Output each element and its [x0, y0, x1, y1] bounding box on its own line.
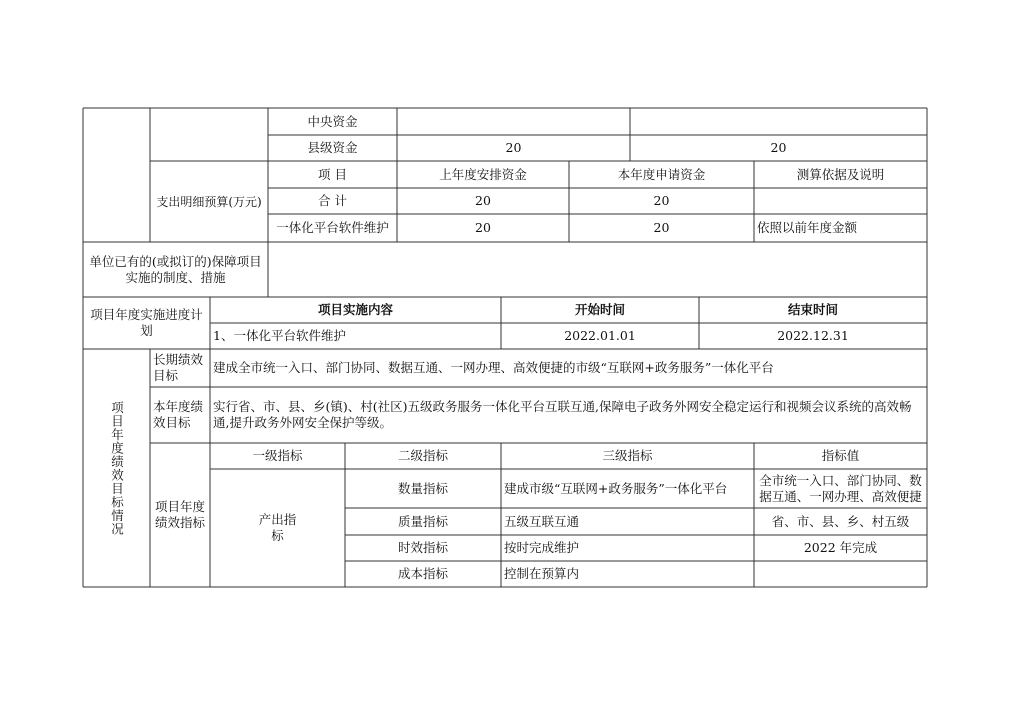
indicator-timeliness-level3: 按时完成维护	[504, 540, 580, 555]
schedule-row-start: 2022.01.01	[564, 328, 636, 343]
budget-header-curr: 本年度申请资金	[617, 166, 706, 182]
budget-row-note: 依照以前年度金额	[757, 220, 858, 235]
long-term-goal-label: 长期绩效目标	[153, 352, 204, 383]
long-term-goal-value: 建成全市统一入口、部门协同、数据互通、一网办理、高效便捷的市级“互联网+政务服务”一体化平台	[213, 360, 774, 375]
schedule-header-start: 开始时间	[574, 302, 625, 317]
indicator-quality-value: 省、市、县、乡、村五级	[771, 513, 910, 529]
schedule-row-content: 1、一体化平台软件维护	[213, 328, 346, 343]
county-funds-value-2: 20	[770, 140, 787, 155]
budget-row-total-note	[754, 188, 927, 214]
indicator-quantity-value: 全市统一入口、部门协同、数据互通、一网办理、高效便捷	[759, 472, 922, 504]
indicator-header-level2: 二级指标	[397, 448, 448, 463]
indicator-quality-level2: 质量指标	[397, 513, 448, 529]
annual-goal-label: 本年度绩效目标	[153, 399, 204, 430]
indicator-header-level3: 三级指标	[602, 448, 653, 463]
indicator-section-label: 项目年度绩效指标	[154, 499, 205, 530]
county-funds-label: 县级资金	[307, 140, 358, 155]
budget-row-total-curr: 20	[653, 193, 670, 208]
budget-header-item: 项 目	[318, 166, 347, 182]
system-measures-value	[268, 242, 927, 297]
indicator-header-value: 指标值	[821, 448, 860, 463]
budget-row-item: 一体化平台软件维护	[276, 220, 389, 235]
level1-output-indicator: 产出指标	[258, 512, 297, 543]
budget-row-total-prev: 20	[475, 193, 491, 208]
indicator-cost-value	[754, 561, 927, 587]
schedule-label: 项目年度实施进度计划	[90, 307, 203, 338]
budget-header-note: 测算依据及说明	[796, 166, 885, 182]
indicator-cost-level2: 成本指标	[397, 566, 448, 581]
indicator-quantity-level2: 数量指标	[397, 480, 448, 496]
budget-row-curr: 20	[653, 220, 670, 235]
schedule-header-end: 结束时间	[787, 302, 838, 317]
indicator-header-level1: 一级指标	[252, 448, 303, 463]
indicator-timeliness-level2: 时效指标	[397, 540, 448, 555]
budget-row-total-item: 合 计	[318, 193, 347, 208]
indicator-quantity-level3: 建成市级“互联网+政务服务”一体化平台	[504, 480, 728, 496]
system-measures-label: 单位已有的(或拟订的)保障项目实施的制度、措施	[89, 253, 262, 285]
budget-section-label: 支出明细预算(万元)	[156, 194, 262, 209]
budget-row-prev: 20	[475, 220, 491, 235]
budget-header-prev: 上年度安排资金	[439, 166, 527, 182]
indicator-timeliness-value: 2022 年完成	[803, 540, 878, 555]
central-funds-label: 中央资金	[307, 113, 358, 129]
county-funds-value-1: 20	[505, 140, 522, 155]
indicator-quality-level3: 五级互联互通	[504, 513, 580, 529]
schedule-row-end: 2022.12.31	[777, 328, 849, 343]
performance-section-label: 项目年度绩效目标情况	[109, 400, 125, 536]
schedule-header-content: 项目实施内容	[317, 302, 393, 317]
annual-goal-value: 实行省、市、县、乡(镇)、村(社区)五级政务服务一体化平台互联互通,保障电子政务外网安全稳定运行和视频会议系统的高效畅通,提升政务外网安全保护等级。	[213, 399, 912, 430]
indicator-cost-level3: 控制在预算内	[504, 566, 580, 581]
